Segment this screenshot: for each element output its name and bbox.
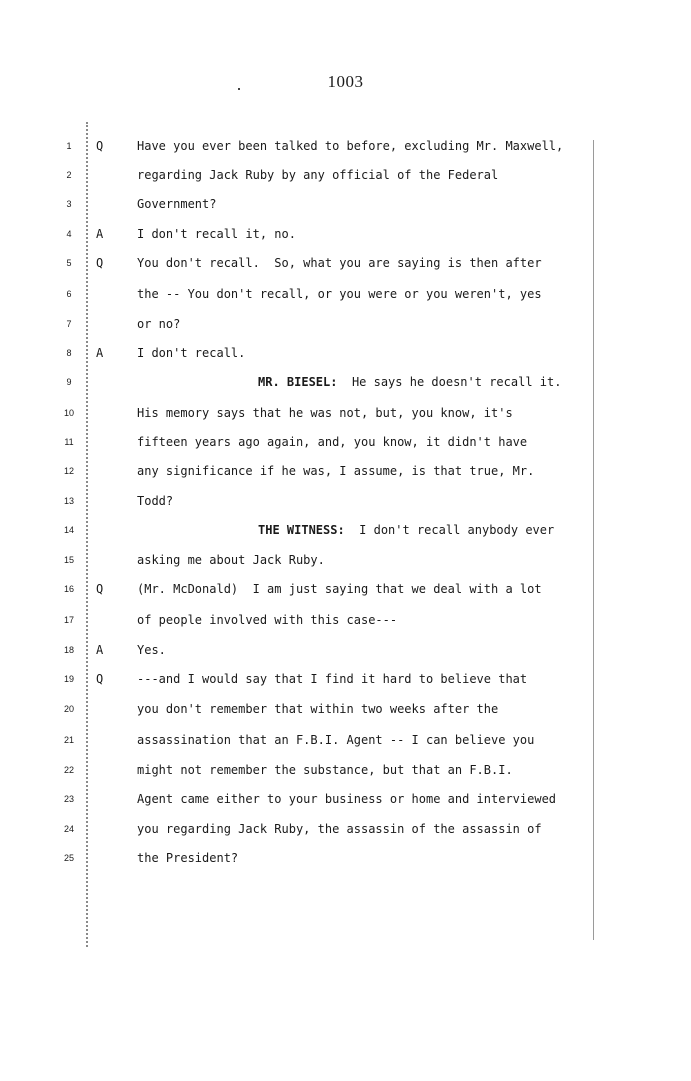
line-content: Todd? (137, 494, 174, 508)
transcript-line (0, 848, 691, 868)
qa-marker: Q (96, 256, 104, 270)
transcript-line (0, 760, 691, 780)
line-text (137, 640, 166, 660)
qa-marker: A (96, 227, 104, 241)
line-number: 16 (63, 584, 74, 594)
qa-marker: A (96, 643, 104, 657)
transcript-line (0, 491, 691, 511)
line-number: 6 (66, 289, 72, 299)
line-text (137, 730, 534, 750)
line-number: 14 (63, 525, 74, 535)
line-content: His memory says that he was not, but, you know, it's (137, 406, 513, 420)
line-content: fifteen years ago again, and, you know, it didn't have (137, 435, 528, 449)
transcript-line (0, 253, 691, 273)
line-text (137, 253, 542, 273)
transcript-line (0, 550, 691, 570)
line-content: I don't recall. (137, 346, 246, 360)
line-number: 9 (66, 377, 72, 387)
transcript-line (0, 461, 691, 481)
line-content: You don't recall. So, what you are saying is then after (137, 256, 542, 270)
line-number: 20 (63, 704, 74, 714)
transcript-line (0, 579, 691, 599)
line-content: Agent came either to your business or home and interviewed (137, 792, 557, 806)
line-text (137, 165, 498, 185)
line-content: any significance if he was, I assume, is that true, Mr. (137, 464, 535, 478)
transcript-line (0, 372, 691, 392)
line-content: He says he doesn't recall it. (351, 375, 562, 389)
line-number: 10 (63, 408, 74, 418)
line-text (137, 224, 296, 244)
line-text (137, 491, 173, 511)
line-number: 2 (66, 170, 72, 180)
line-text (137, 343, 245, 363)
line-text (137, 848, 238, 868)
line-content: of people involved with this case--- (137, 613, 398, 627)
page-number: 1003 (327, 72, 364, 91)
transcript-line (0, 520, 691, 540)
qa-marker: Q (96, 139, 104, 153)
scan-speck (238, 88, 240, 90)
transcript-line (0, 224, 691, 244)
line-number: 25 (63, 853, 74, 863)
line-number: 1 (66, 141, 72, 151)
line-number: 24 (63, 824, 74, 834)
line-number: 3 (66, 199, 72, 209)
line-content: (Mr. McDonald) I am just saying that we deal with a lot (137, 582, 542, 596)
line-text (258, 372, 561, 392)
line-content: or no? (137, 317, 181, 331)
transcript-line (0, 403, 691, 423)
transcript-line (0, 640, 691, 660)
line-content: the President? (137, 851, 239, 865)
speaker-label: THE WITNESS: (258, 523, 345, 537)
line-number: 22 (63, 765, 74, 775)
transcript-line (0, 669, 691, 689)
line-text (137, 669, 527, 689)
qa-marker: A (96, 346, 104, 360)
line-content: Government? (137, 197, 217, 211)
line-content: you don't remember that within two weeks after the (137, 702, 499, 716)
line-text (137, 136, 563, 156)
line-number: 8 (66, 348, 72, 358)
transcript-line (0, 789, 691, 809)
line-text (137, 760, 513, 780)
line-number: 5 (66, 258, 72, 268)
line-text (258, 520, 554, 540)
speaker-label: MR. BIESEL: (258, 375, 338, 389)
line-content: I don't recall it, no. (137, 227, 296, 241)
line-text (137, 819, 542, 839)
line-number: 17 (63, 615, 74, 625)
line-text (137, 550, 325, 570)
transcript-line (0, 136, 691, 156)
line-number: 13 (63, 496, 74, 506)
line-number: 23 (63, 794, 74, 804)
line-content: Yes. (137, 643, 166, 657)
line-text (137, 194, 216, 214)
line-content: Have you ever been talked to before, excluding Mr. Maxwell, (137, 139, 564, 153)
line-content: the -- You don't recall, or you were or you weren't, yes (137, 287, 542, 301)
line-number: 19 (63, 674, 74, 684)
transcript-line (0, 194, 691, 214)
line-text (137, 579, 542, 599)
line-text (137, 403, 513, 423)
line-text (137, 610, 397, 630)
line-number: 4 (66, 229, 72, 239)
line-content: asking me about Jack Ruby. (137, 553, 325, 567)
transcript-line (0, 343, 691, 363)
line-number: 11 (64, 437, 74, 447)
line-content: assassination that an F.B.I. Agent -- I can believe you (137, 733, 535, 747)
line-text (137, 789, 556, 809)
line-text (137, 314, 180, 334)
line-text (137, 284, 542, 304)
line-number: 7 (66, 319, 72, 329)
line-content: ---and I would say that I find it hard to believe that (137, 672, 528, 686)
transcript-line (0, 284, 691, 304)
line-content: might not remember the substance, but that an F.B.I. (137, 763, 513, 777)
qa-marker: Q (96, 582, 104, 596)
transcript-line (0, 432, 691, 452)
line-text (137, 432, 527, 452)
transcript-line (0, 819, 691, 839)
line-number: 21 (63, 735, 74, 745)
line-text (137, 461, 534, 481)
line-content: regarding Jack Ruby by any official of the Federal (137, 168, 499, 182)
transcript-line (0, 165, 691, 185)
transcript-line (0, 610, 691, 630)
line-number: 18 (63, 645, 74, 655)
line-text (137, 699, 498, 719)
qa-marker: Q (96, 672, 104, 686)
line-content: I don't recall anybody ever (359, 523, 555, 537)
transcript-line (0, 314, 691, 334)
transcript-line (0, 730, 691, 750)
line-number: 15 (63, 555, 74, 565)
transcript-line (0, 699, 691, 719)
line-content: you regarding Jack Ruby, the assassin of the assassin of (137, 822, 542, 836)
line-number: 12 (63, 466, 74, 476)
